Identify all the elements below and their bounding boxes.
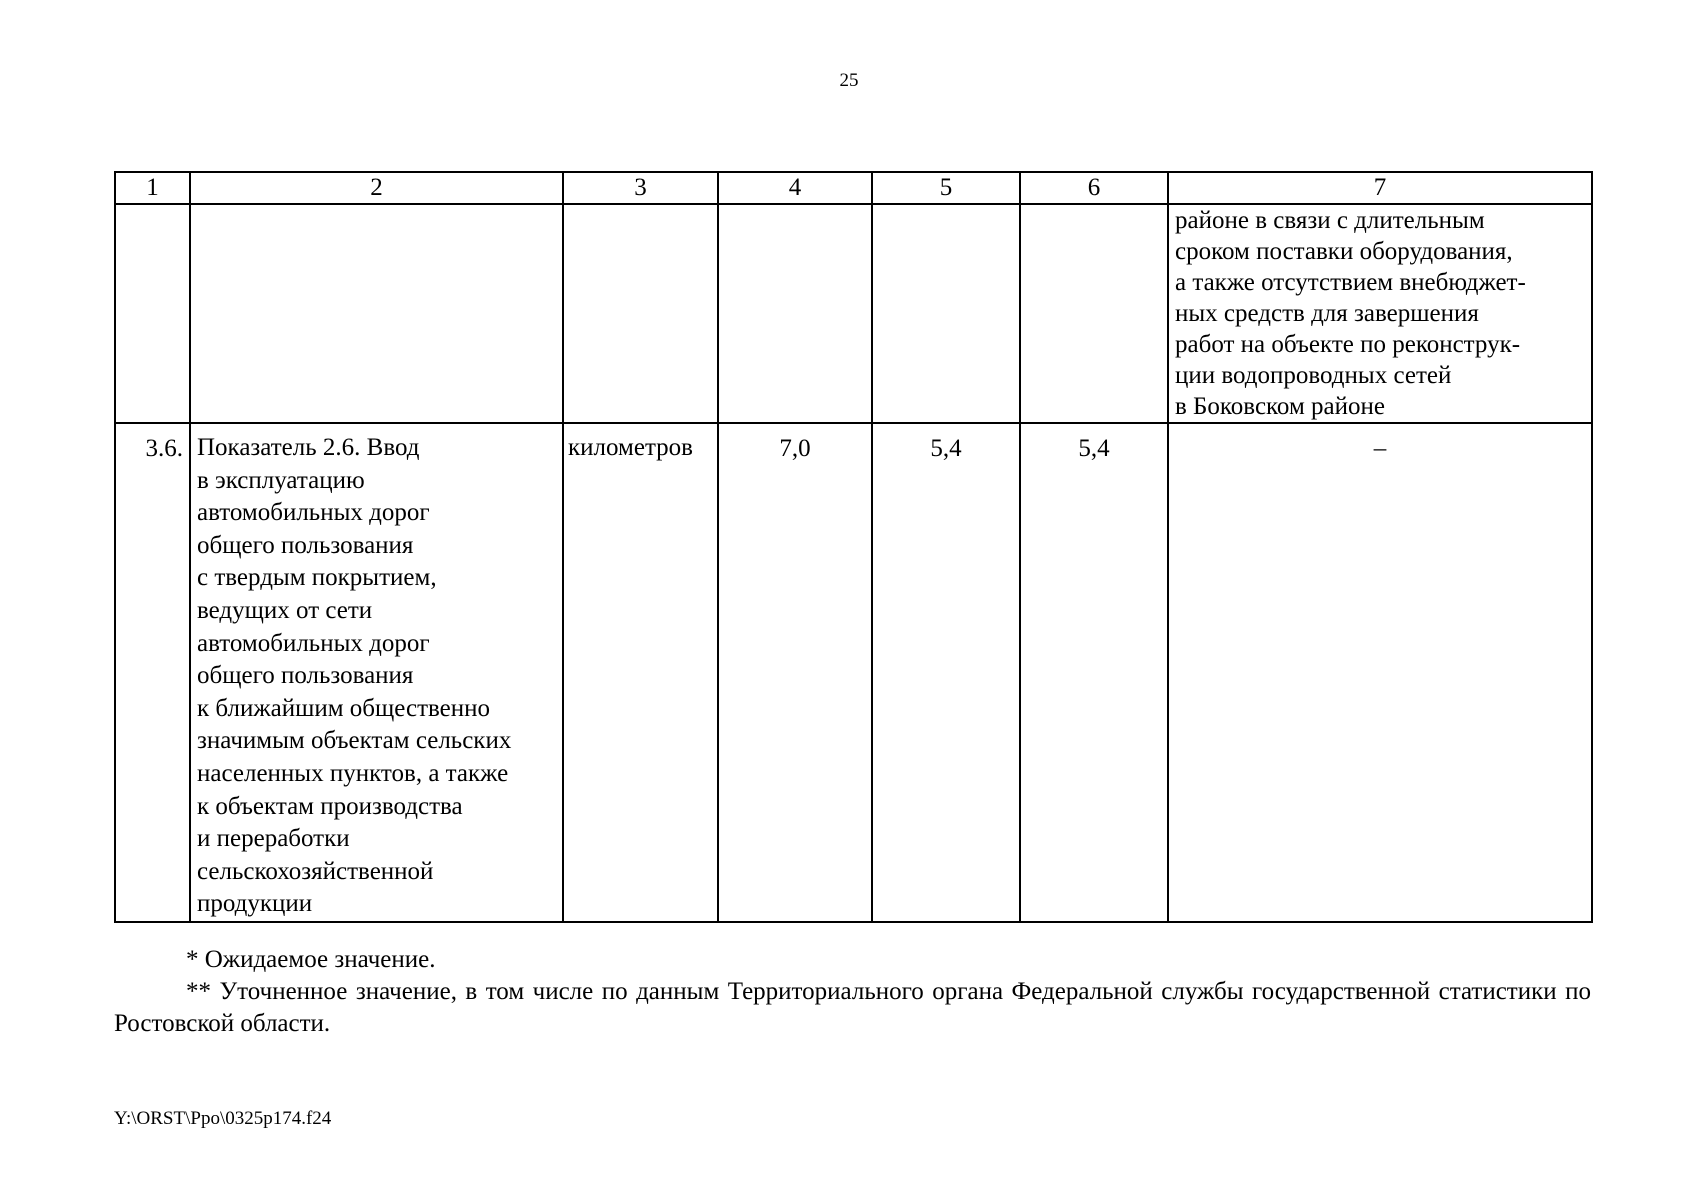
page-number: 25 xyxy=(839,70,859,91)
value-col6-cell: 5,4 xyxy=(1020,423,1168,922)
column-header-1: 1 xyxy=(115,172,190,204)
indicator-description-cell: Показатель 2.6. Ввод в эксплуатацию автомобильных дорог общего пользования с твердым покрытием, ведущих от сети автомобильных дорог общего пользования к ближайшим общественно значимым объектам сельских населенных пунктов, а также к объектам производства и переработки сельскохозяйственной продукции xyxy=(190,423,563,922)
table-row-continuation xyxy=(115,204,1592,423)
table-cell xyxy=(190,204,563,423)
table-cell xyxy=(563,204,718,423)
value-col5-cell: 5,4 xyxy=(872,423,1020,922)
column-header-7: 7 xyxy=(1168,172,1592,204)
continuation-comment-cell: районе в связи с длительным сроком поставки оборудования, а также отсутствием внебюджет- ных средств для завершения работ на объекте по реконструк- ции водопроводных сетей в Боковском районе xyxy=(1168,204,1592,423)
table-cell xyxy=(718,204,872,423)
column-header-3: 3 xyxy=(563,172,718,204)
column-header-4: 4 xyxy=(718,172,872,204)
value-col4-cell: 7,0 xyxy=(718,423,872,922)
column-header-5: 5 xyxy=(872,172,1020,204)
comment-cell: – xyxy=(1168,423,1592,922)
column-header-2: 2 xyxy=(190,172,563,204)
table-header-row xyxy=(115,172,1592,204)
unit-cell: километров xyxy=(563,423,718,922)
row-number-cell: 3.6. xyxy=(115,423,190,922)
column-header-6: 6 xyxy=(1020,172,1168,204)
footnote-expected-value: * Ожидаемое значение. xyxy=(186,946,436,973)
table-row-3-6 xyxy=(115,423,1592,922)
file-path: Y:\ORST\Ppo\0325p174.f24 xyxy=(114,1108,332,1129)
table-cell xyxy=(1020,204,1168,423)
indicators-table xyxy=(114,171,1593,923)
table-cell xyxy=(115,204,190,423)
footnotes xyxy=(114,944,1591,1040)
footnote-refined-value: ** Уточненное значение, в том числе по данным Территориального органа Федеральной службы государственной статистики по Ростовской области. xyxy=(114,978,1591,1037)
table-cell xyxy=(872,204,1020,423)
